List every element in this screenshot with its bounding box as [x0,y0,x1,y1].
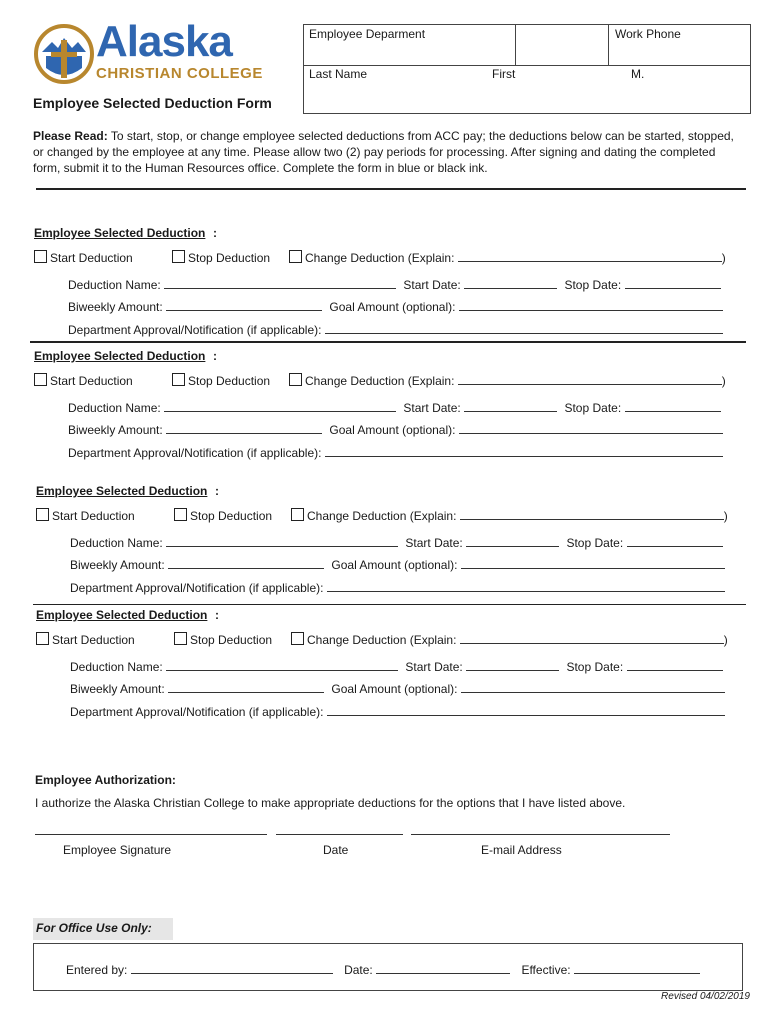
section-title-colon: : [215,484,219,498]
goal-amount-field[interactable] [459,300,723,311]
goal-amount-field[interactable] [461,558,725,569]
start-deduction-label: Start Deduction [50,251,133,265]
start-deduction-label: Start Deduction [52,633,135,647]
section-title: Employee Selected Deduction [34,349,206,363]
dept-approval-label: Department Approval/Notification (if applicable): [70,705,324,719]
deduction-name-field[interactable] [166,660,398,671]
stop-deduction-checkbox[interactable] [172,373,185,386]
start-deduction-label: Start Deduction [50,374,133,388]
work-phone-field[interactable]: Work Phone [615,27,681,41]
change-explain-field[interactable] [460,509,724,520]
deduction-name-field[interactable] [166,536,398,547]
effective-field[interactable] [574,963,700,974]
section-title-colon: : [213,349,217,363]
dept-approval-label: Department Approval/Notification (if applicable): [70,581,324,595]
goal-amount-field[interactable] [461,682,725,693]
biweekly-amount-field[interactable] [168,558,324,569]
dept-approval-field[interactable] [327,581,725,592]
change-explain-field[interactable] [458,374,722,385]
stop-date-field[interactable] [625,401,721,412]
start-deduction-checkbox[interactable] [36,632,49,645]
change-deduction-checkbox[interactable] [289,250,302,263]
stop-date-label: Stop Date: [566,660,624,674]
employee-info-box [303,24,751,114]
goal-amount-label: Goal Amount (optional): [329,423,456,437]
stop-deduction-label: Stop Deduction [188,374,271,388]
stop-date-label: Stop Date: [566,536,624,550]
logo-name: Alaska [96,17,232,66]
stop-deduction-checkbox[interactable] [174,508,187,521]
change-deduction-checkbox[interactable] [289,373,302,386]
start-date-label: Start Date: [405,660,463,674]
biweekly-amount-label: Biweekly Amount: [68,300,163,314]
instructions-text: To start, stop, or change employee selected deductions from ACC pay; the deductions below can be started, stopped, or changed by the employee at any time. Please allow two (2) pay periods for processing. After signing and dating the completed form, submit it to the Human Resources office. Complete the form in blue or black ink. [33,129,734,175]
change-deduction-label: Change Deduction (Explain: [307,633,457,647]
deduction-name-label: Deduction Name: [70,536,163,550]
office-use-title: For Office Use Only: [33,918,173,940]
close-paren: ) [723,509,728,523]
stop-deduction-label: Stop Deduction [190,633,273,647]
section-title-colon: : [215,608,219,622]
stop-date-field[interactable] [627,536,723,547]
goal-amount-label: Goal Amount (optional): [331,682,458,696]
office-use-box [33,943,743,991]
start-deduction-checkbox[interactable] [36,508,49,521]
close-paren: ) [721,251,726,265]
change-deduction-checkbox[interactable] [291,508,304,521]
office-date-label: Date: [344,963,373,977]
stop-deduction-checkbox[interactable] [174,632,187,645]
deduction-name-label: Deduction Name: [68,401,161,415]
stop-deduction-label: Stop Deduction [190,509,273,523]
dept-approval-field[interactable] [327,705,725,716]
goal-amount-label: Goal Amount (optional): [329,300,456,314]
goal-amount-label: Goal Amount (optional): [331,558,458,572]
stop-date-field[interactable] [627,660,723,671]
change-deduction-checkbox[interactable] [291,632,304,645]
close-paren: ) [721,374,726,388]
change-explain-field[interactable] [460,633,724,644]
department-field[interactable]: Employee Deparment [309,27,426,41]
dept-approval-field[interactable] [325,446,723,457]
deduction-name-field[interactable] [164,278,396,289]
change-explain-field[interactable] [458,251,722,262]
deduction-name-label: Deduction Name: [68,278,161,292]
section-divider [33,604,746,605]
stop-deduction-label: Stop Deduction [188,251,271,265]
logo-subtitle: CHRISTIAN COLLEGE [96,65,263,82]
start-date-label: Start Date: [403,278,461,292]
shield-cross-icon [34,22,94,86]
section-title-colon: : [213,226,217,240]
email-line[interactable] [411,834,670,835]
first-name-field[interactable]: First [492,67,516,81]
start-date-field[interactable] [464,278,557,289]
section-title: Employee Selected Deduction [36,608,208,622]
divider [36,188,746,190]
close-paren: ) [723,633,728,647]
date-label: Date [323,843,349,857]
stop-date-label: Stop Date: [564,278,622,292]
dept-approval-label: Department Approval/Notification (if applicable): [68,446,322,460]
entered-by-label: Entered by: [66,963,128,977]
start-date-label: Start Date: [405,536,463,550]
change-deduction-label: Change Deduction (Explain: [305,374,455,388]
office-date-field[interactable] [376,963,510,974]
revision-date: Revised 04/02/2019 [661,991,750,1002]
form-title: Employee Selected Deduction Form [33,95,272,111]
biweekly-amount-field[interactable] [166,423,322,434]
biweekly-amount-label: Biweekly Amount: [70,558,165,572]
start-date-field[interactable] [466,660,559,671]
start-date-field[interactable] [464,401,557,412]
email-label: E-mail Address [481,843,562,857]
dept-approval-label: Department Approval/Notification (if applicable): [68,323,322,337]
start-deduction-checkbox[interactable] [34,250,47,263]
authorization-title: Employee Authorization: [35,773,176,787]
stop-date-field[interactable] [625,278,721,289]
instructions-lead: Please Read: [33,129,108,143]
section-title: Employee Selected Deduction [36,484,208,498]
middle-initial-field[interactable]: M. [631,67,645,81]
authorization-text: I authorize the Alaska Christian College to make appropriate deductions for the options that I have listed above. [35,796,626,810]
section-divider [30,341,746,343]
start-deduction-checkbox[interactable] [34,373,47,386]
instructions [33,128,745,176]
signature-label: Employee Signature [63,843,172,857]
change-deduction-label: Change Deduction (Explain: [307,509,457,523]
entered-by-field[interactable] [131,963,333,974]
stop-deduction-checkbox[interactable] [172,250,185,263]
biweekly-amount-field[interactable] [166,300,322,311]
date-line[interactable] [276,834,403,835]
start-date-field[interactable] [466,536,559,547]
section-title: Employee Selected Deduction [34,226,206,240]
effective-label: Effective: [521,963,571,977]
stop-date-label: Stop Date: [564,401,622,415]
biweekly-amount-label: Biweekly Amount: [68,423,163,437]
dept-approval-field[interactable] [325,323,723,334]
deduction-name-label: Deduction Name: [70,660,163,674]
goal-amount-field[interactable] [459,423,723,434]
change-deduction-label: Change Deduction (Explain: [305,251,455,265]
signature-line[interactable] [35,834,267,835]
start-deduction-label: Start Deduction [52,509,135,523]
biweekly-amount-field[interactable] [168,682,324,693]
start-date-label: Start Date: [403,401,461,415]
last-name-field[interactable]: Last Name [309,67,368,81]
biweekly-amount-label: Biweekly Amount: [70,682,165,696]
deduction-name-field[interactable] [164,401,396,412]
